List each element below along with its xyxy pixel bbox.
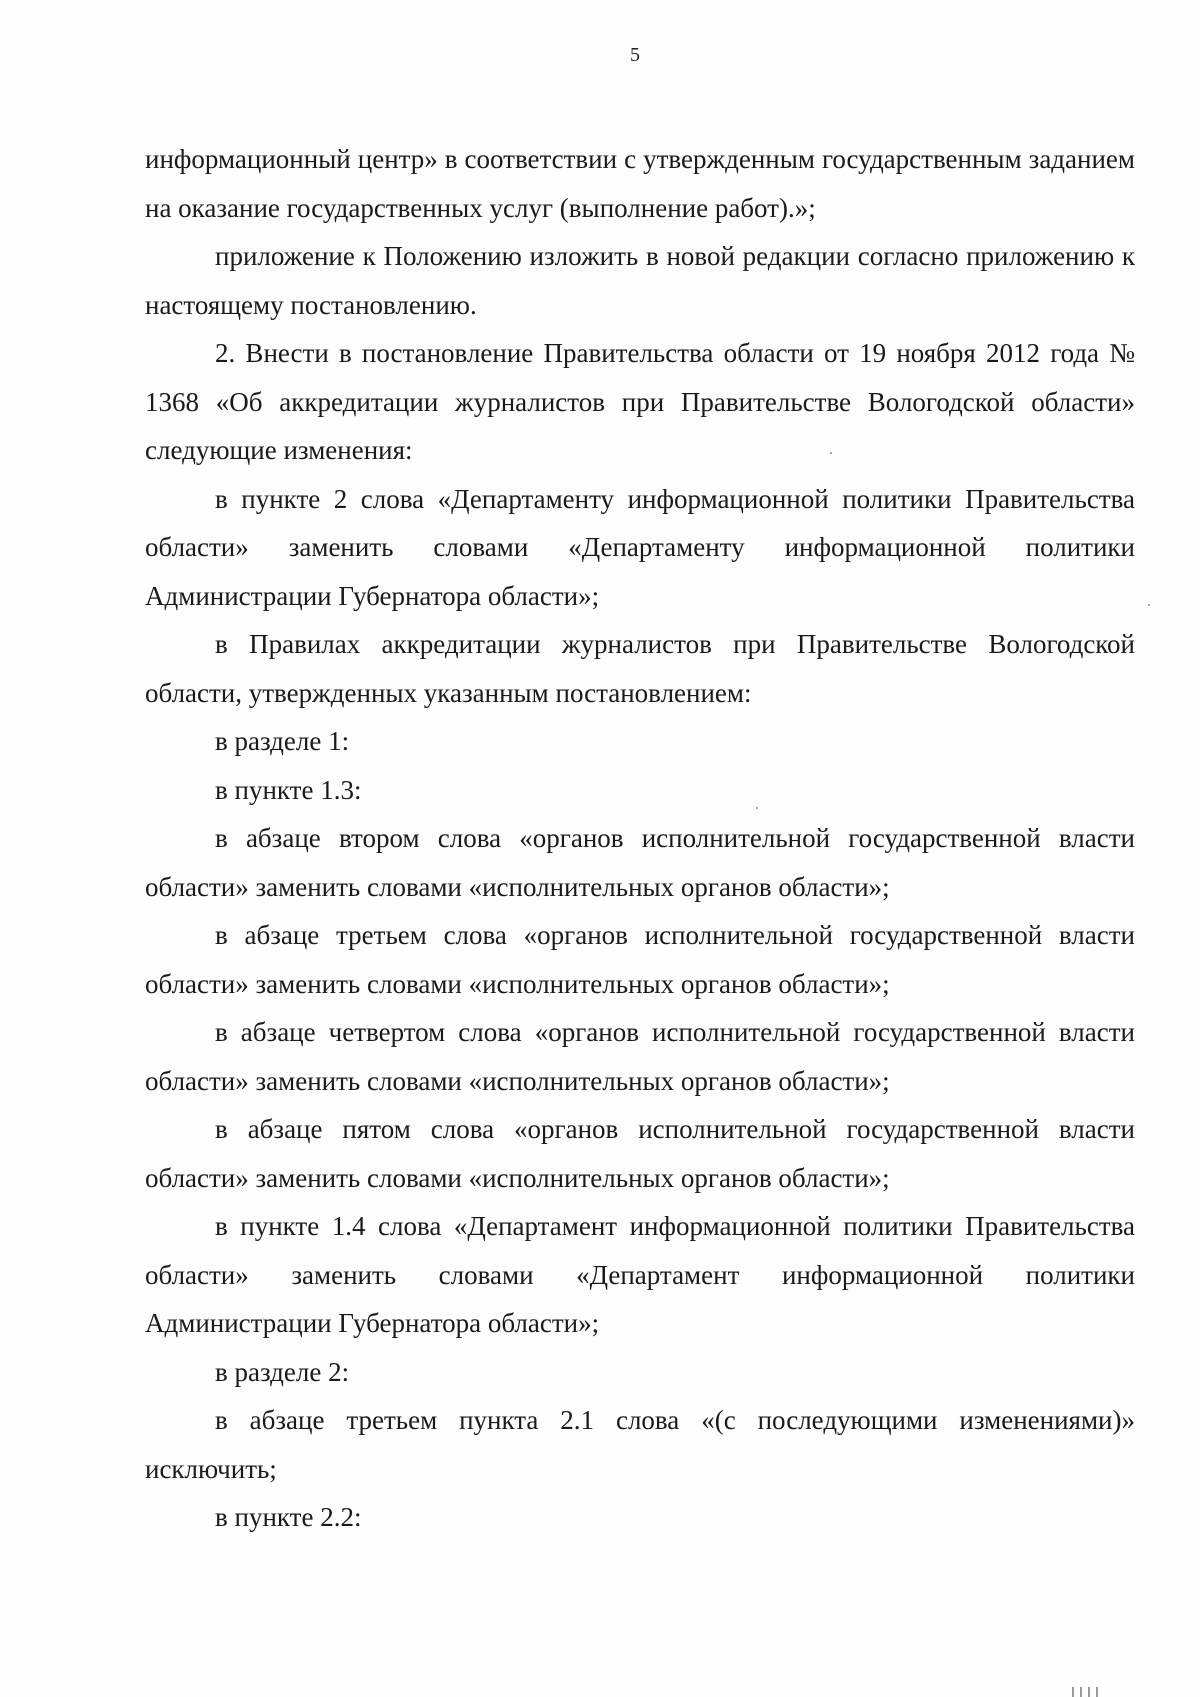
- page-number: 5: [630, 44, 640, 66]
- paragraph: в пункте 1.4 слова «Департамент информационной политики Правительства области» заменить словами «Департамент информационной политики Администрации Губернатора области»;: [145, 1211, 1135, 1338]
- scan-speck: [756, 807, 758, 809]
- paragraph: в пункте 1.3:: [215, 774, 362, 805]
- paragraph: 2. Внести в постановление Правительства области от 19 ноября 2012 года № 1368 «Об аккредитации журналистов при Правительстве Вологодской области» следующие изменения:: [145, 338, 1135, 465]
- scan-tick: [1088, 1687, 1090, 1697]
- paragraph: в разделе 2:: [215, 1356, 350, 1387]
- scan-speck: [830, 452, 832, 454]
- paragraph: в абзаце четвертом слова «органов исполнительной государственной власти области» заменить словами «исполнительных органов области»;: [145, 1017, 1135, 1096]
- scan-tick: [1096, 1687, 1098, 1697]
- paragraph: в разделе 1:: [215, 726, 350, 756]
- scan-edge-marks: [1072, 1685, 1112, 1697]
- paragraph: в пункте 2 слова «Департаменту информационной политики Правительства области» заменить словами «Департаменту информационной политики Администрации Губернатора области»;: [145, 483, 1135, 611]
- scan-tick: [1072, 1687, 1074, 1697]
- paragraph: в абзаце третьем слова «органов исполнительной государственной власти области» заменить словами «исполнительных органов области»;: [145, 920, 1135, 999]
- paragraph: в Правилах аккредитации журналистов при Правительстве Вологодской области, утвержденных указанным постановлением:: [145, 629, 1135, 708]
- scan-speck: [1148, 604, 1150, 606]
- paragraph: в пункте 2.2:: [215, 1502, 362, 1532]
- paragraph: в абзаце пятом слова «органов исполнительной государственной власти области» заменить словами «исполнительных органов области»;: [145, 1114, 1135, 1193]
- scan-tick: [1080, 1687, 1082, 1697]
- paragraph: информационный центр» в соответствии с утвержденным государственным заданием на оказание государственных услуг (выполнение работ).»;: [145, 144, 1135, 223]
- paragraph: в абзаце третьем пункта 2.1 слова «(с последующими изменениями)» исключить;: [145, 1405, 1135, 1484]
- document-body: [145, 135, 1135, 1542]
- paragraph: приложение к Положению изложить в новой редакции согласно приложению к настоящему постановлению.: [145, 241, 1135, 320]
- paragraph: в абзаце втором слова «органов исполнительной государственной власти области» заменить словами «исполнительных органов области»;: [145, 823, 1135, 902]
